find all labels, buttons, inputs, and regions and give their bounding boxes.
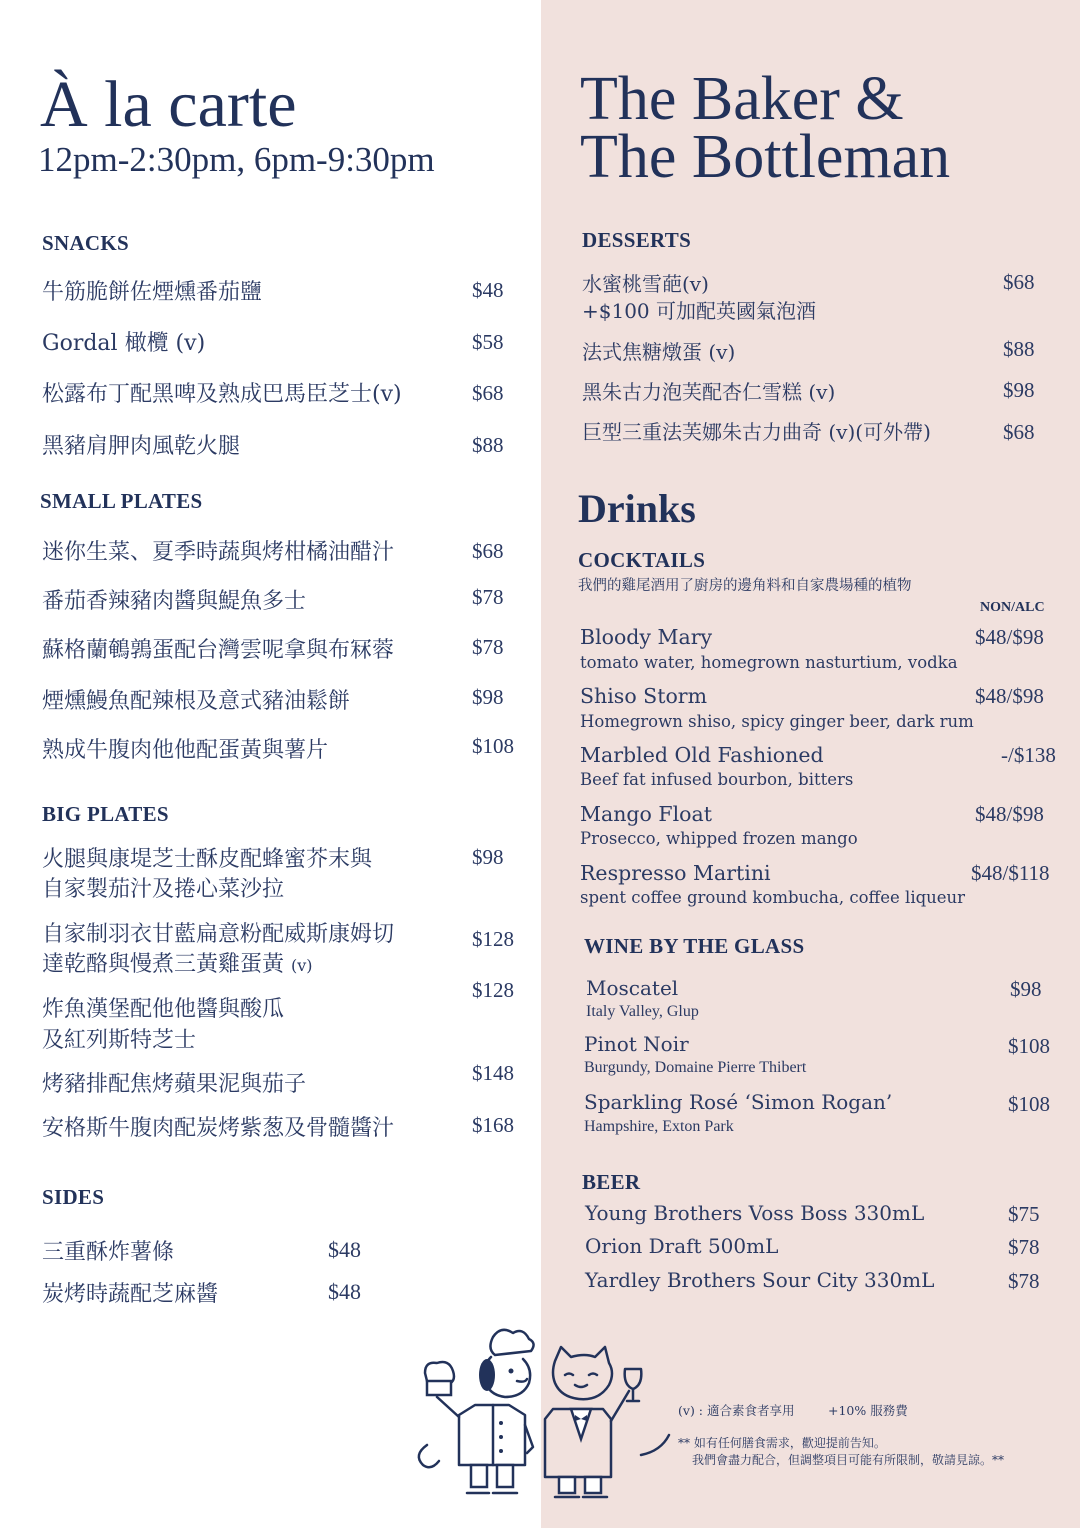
beer-heading: BEER [582,1170,641,1194]
desserts-heading: DESSERTS [582,228,692,252]
menu-item-name: 炭烤時蔬配芝麻醬 [42,1282,219,1307]
menu-item-name: 三重酥炸薯條 [42,1240,175,1265]
vegetarian-marker: (v) [291,956,313,975]
cocktail-desc: Beef fat infused bourbon, bitters [580,770,854,789]
menu-item-name: 蘇格蘭鵪鶉蛋配台灣雲呢拿與布冧蓉 [42,638,395,663]
menu-item-name: 自家制羽衣甘藍扁意粉配威斯康姆切 [42,922,395,947]
wine-region: Hampshire, Exton Park [584,1118,734,1135]
menu-item-price: $68 [1003,270,1035,294]
dietary-note-line1: ** 如有任何膳食需求，歡迎提前告知。 [678,1436,886,1450]
cocktail-desc: Prosecco, whipped frozen mango [580,829,858,848]
menu-item-price: $58 [472,330,504,354]
baker-dog-icon [419,1330,534,1493]
snacks-heading: SNACKS [42,231,129,255]
beer-price: $78 [1008,1269,1040,1293]
wine-heading: WINE BY THE GLASS [584,934,805,958]
cocktail-name: Respresso Martini [580,861,771,885]
menu-item-price: $68 [1003,420,1035,444]
menu-item-price: $168 [472,1113,514,1137]
menu-item-price: $48 [472,278,504,302]
cocktail-price: $48/$98 [975,802,1044,826]
menu-item-name: 黑朱古力泡芙配杏仁雪糕 (v) [582,380,836,404]
menu-item-price: $98 [472,845,504,869]
menu-item-name: 番茄香辣豬肉醬與鯷魚多士 [42,589,307,614]
beer-name: Orion Draft 500mL [585,1234,779,1258]
menu-item-name: 牛筋脆餅佐煙燻番茄鹽 [42,280,263,305]
cocktails-heading: COCKTAILS [578,548,706,572]
menu-item-price: $128 [472,927,514,951]
menu-item-name: 烤豬排配焦烤蘋果泥與茄子 [42,1072,307,1097]
cocktail-desc: Homegrown shiso, spicy ginger beer, dark rum [580,712,974,731]
wine-price: $108 [1008,1034,1050,1058]
menu-item-price: $98 [472,685,504,709]
cocktail-name: Shiso Storm [580,684,708,708]
vegetarian-note: (v) : 適合素食者享用 [678,1403,795,1418]
beer-price: $78 [1008,1235,1040,1259]
menu-item-name: 炸魚漢堡配他他醬與酸瓜 [42,997,285,1022]
menu-item-price: $48 [328,1237,361,1262]
cocktail-name: Marbled Old Fashioned [580,743,824,767]
menu-item-name: 煙燻鰻魚配辣根及意式豬油鬆餅 [42,689,351,714]
cocktails-subtitle: 我們的雞尾酒用了廚房的邊角料和自家農場種的植物 [578,578,912,594]
non-alc-column-label: NON/ALC [980,600,1045,615]
cocktail-desc: tomato water, homegrown nasturtium, vodka [580,653,958,672]
service-hours: 12pm-2:30pm, 6pm-9:30pm [38,140,435,179]
menu-item-name-line2 [42,947,313,978]
wine-name: Sparkling Rosé ‘Simon Rogan’ [584,1090,893,1114]
menu-item-name: 火腿與康堤芝士酥皮配蜂蜜芥末與 [42,847,373,872]
service-charge-note: +10% 服務費 [828,1403,908,1418]
menu-item-name: 法式焦糖燉蛋 (v) [582,340,736,364]
beer-price: $75 [1008,1202,1040,1226]
menu-item-name: Gordal 橄欖 (v) [42,331,206,356]
menu-item-price: $78 [472,585,504,609]
big-plates-heading: BIG PLATES [42,802,169,826]
menu-item-price: $88 [1003,337,1035,361]
cocktail-desc: spent coffee ground kombucha, coffee liqueur [580,888,966,907]
cocktail-price: $48/$98 [975,625,1044,649]
menu-item-price: $128 [472,978,514,1002]
menu-item-name: 迷你生菜、夏季時蔬與烤柑橘油醋汁 [42,540,395,565]
restaurant-name-line1: The Baker & [580,65,904,133]
menu-item-price: $108 [472,734,514,758]
beer-name: Yardley Brothers Sour City 330mL [585,1268,935,1292]
drinks-title: Drinks [578,486,696,531]
menu-item-name: 松露布丁配黑啤及熟成巴馬臣芝士(v) [42,382,402,407]
menu-item-name: 巨型三重法芙娜朱古力曲奇 (v)(可外帶) [582,420,931,444]
menu-item-extra: +$100 可加配英國氣泡酒 [582,299,817,323]
beer-name: Young Brothers Voss Boss 330mL [585,1201,925,1225]
baker-and-bottleman-mascots-illustration [405,1325,675,1505]
menu-item-name-line2: 自家製茄汁及捲心菜沙拉 [42,877,285,902]
menu-item-price: $78 [472,635,504,659]
cocktail-price: -/$138 [1001,743,1056,767]
a-la-carte-title: À la carte [40,68,297,141]
restaurant-name-line2: The Bottleman [580,123,951,191]
menu-item-name: 安格斯牛腹肉配炭烤紫葱及骨髓醬汁 [42,1116,395,1141]
menu-item-price: $68 [472,381,504,405]
menu-item-name-line2: 及紅列斯特芝士 [42,1028,197,1053]
cocktail-price: $48/$98 [975,684,1044,708]
menu-item-name: 熟成牛腹肉他他配蛋黃與薯片 [42,738,329,763]
bottleman-cat-icon [545,1347,669,1497]
wine-price: $108 [1008,1092,1050,1116]
menu-item-price: $68 [472,539,504,563]
menu-item-name: 水蜜桃雪葩(v) [582,272,709,296]
cocktail-name: Bloody Mary [580,625,713,649]
wine-name: Pinot Noir [584,1032,689,1056]
cocktail-name: Mango Float [580,802,712,826]
small-plates-heading: SMALL PLATES [40,489,203,513]
menu-item-price: $48 [328,1279,361,1304]
menu-item-price: $148 [472,1061,514,1085]
sides-heading: SIDES [42,1185,105,1209]
menu-item-price: $88 [472,433,504,457]
cocktail-price: $48/$118 [971,861,1050,885]
menu-item-name: 黑豬肩胛肉風乾火腿 [42,434,241,459]
wine-region: Italy Valley, Glup [586,1003,699,1020]
dietary-note-line2: 我們會盡力配合，但調整項目可能有所限制，敬請見諒。** [692,1453,1005,1467]
wine-name: Moscatel [586,976,679,1000]
menu-item-name-text: 達乾酪與慢煮三黃雞蛋黃 [42,952,285,977]
menu-item-price: $98 [1003,378,1035,402]
wine-price: $98 [1010,977,1042,1001]
wine-region: Burgundy, Domaine Pierre Thibert [584,1059,807,1076]
